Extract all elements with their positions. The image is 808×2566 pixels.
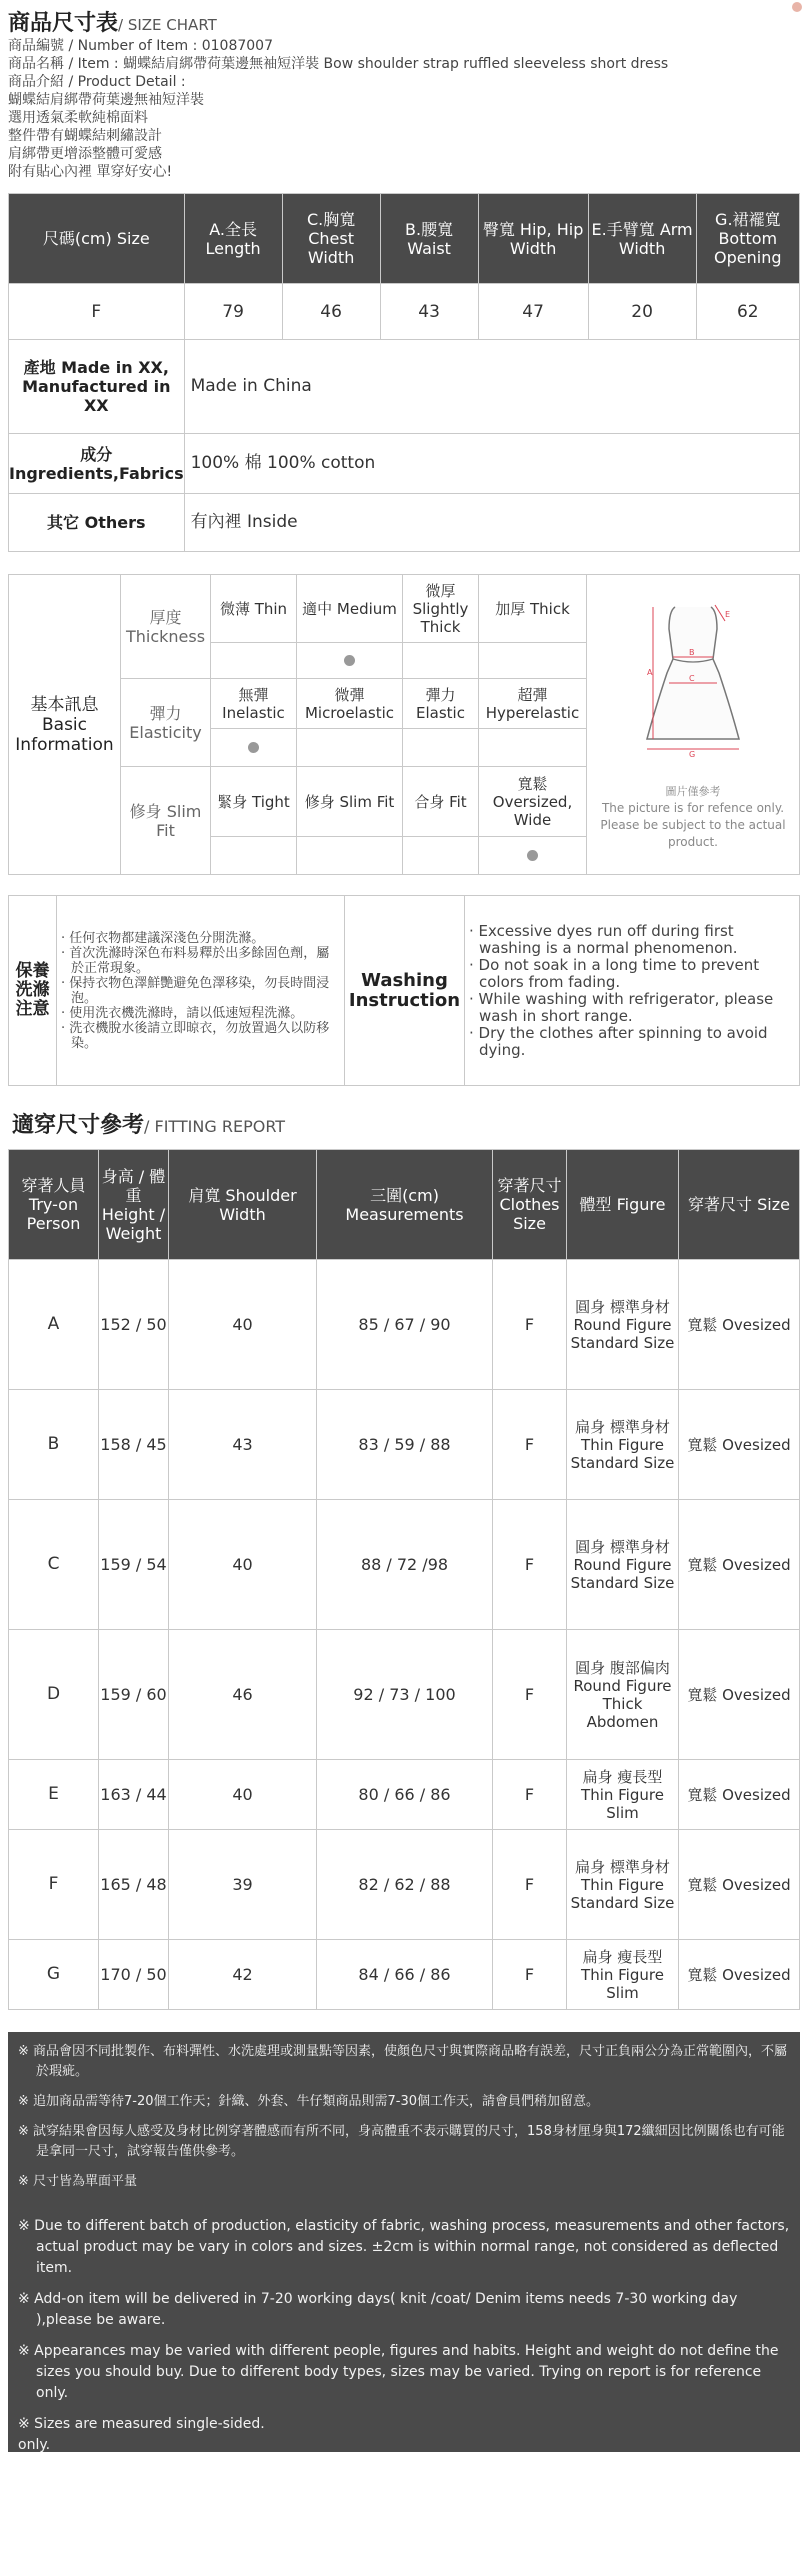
measurements-cell: 82 / 62 / 88: [317, 1830, 493, 1940]
fitting-header-row: [9, 1150, 800, 1260]
elasticity-option: 超彈 Hyperelastic: [479, 679, 587, 729]
size-chart-header-row: [9, 194, 800, 284]
washing-en-item: · Dry the clothes after spinning to avoid dying.: [469, 1023, 768, 1059]
washing-zh-item: · 使用洗衣機洗滌時，請以低速短程洗滌。: [61, 1005, 304, 1021]
person-cell: C: [9, 1500, 99, 1630]
measurements-col-header: 三圍(cm) Measurements: [317, 1150, 493, 1260]
thickness-dot-cell: [479, 643, 587, 679]
fit-size-col-header: 穿著尺寸 Size: [679, 1150, 800, 1260]
dress-diagram-cell: [587, 575, 800, 875]
shoulder-col-header: 肩寬 Shoulder Width: [169, 1150, 317, 1260]
clothes-size-cell: F: [493, 1500, 567, 1630]
elasticity-dot-cell: [403, 729, 479, 767]
table-row: [9, 1260, 800, 1390]
selected-dot-icon: [527, 850, 538, 861]
fitting-title-en: / FITTING REPORT: [144, 1117, 286, 1136]
washing-en-list: [465, 917, 799, 1065]
detail-label: 商品介紹 / Product Detail :: [8, 74, 186, 90]
bottom-cell: 62: [696, 284, 799, 340]
elasticity-label: 彈力 Elasticity: [121, 679, 211, 767]
measurements-cell: 80 / 66 / 86: [317, 1760, 493, 1830]
detail-line: 蝴蝶結肩綁帶荷葉邊無袖短洋裝: [8, 92, 204, 108]
fabric-value: 100% 棉 100% cotton: [184, 434, 799, 494]
figure-cell: 圓身 標準身材 Round Figure Standard Size: [567, 1260, 679, 1390]
arm-cell: 20: [588, 284, 696, 340]
washing-en-text: Do not soak in a long time to prevent colors from fading.: [478, 955, 760, 991]
person-col-header: 穿著人員 Try-on Person: [9, 1150, 99, 1260]
origin-value: Made in China: [184, 340, 799, 434]
person-cell: F: [9, 1830, 99, 1940]
picture-note: [587, 783, 799, 851]
note-en: ※ Sizes are measured single-sided.: [18, 2416, 265, 2432]
fit-size-cell: 寬鬆 Ovesized: [679, 1830, 800, 1940]
fit-size-cell: 寬鬆 Ovesized: [679, 1760, 800, 1830]
washing-en-text: While washing with refrigerator, please wash in short range.: [478, 989, 774, 1025]
svg-text:C: C: [689, 673, 695, 683]
hip-col-header: 臀寬 Hip, Hip Width: [478, 194, 588, 284]
thickness-dot-cell: [297, 643, 403, 679]
washing-zh-text: 洗衣機脫水後請立即晾衣，勿放置過久以防移染。: [69, 1020, 330, 1051]
thickness-dot-cell: [211, 643, 297, 679]
person-cell: B: [9, 1390, 99, 1500]
detail-line: 選用透氣柔軟純棉面料: [8, 110, 148, 126]
fit-dot-cell: [403, 837, 479, 875]
dress-diagram-icon: [633, 599, 753, 779]
measurements-cell: 83 / 59 / 88: [317, 1390, 493, 1500]
figure-cell: 扁身 標準身材 Thin Figure Standard Size: [567, 1830, 679, 1940]
origin-label: 產地 Made in XX, Manufactured in XX: [9, 340, 185, 434]
shoulder-cell: 43: [169, 1390, 317, 1500]
fit-size-cell: 寬鬆 Ovesized: [679, 1500, 800, 1630]
person-cell: A: [9, 1260, 99, 1390]
elasticity-dot-cell: [211, 729, 297, 767]
notes-separator: [18, 2202, 790, 2216]
clothes-size-cell: F: [493, 1260, 567, 1390]
washing-zh-text: 首次洗滌時深色布料易釋於出多餘固色劑，屬於正常現象。: [69, 945, 330, 976]
chest-cell: 46: [282, 284, 380, 340]
svg-text:G: G: [689, 749, 696, 759]
figure-cell: 圓身 標準身材 Round Figure Standard Size: [567, 1500, 679, 1630]
title-zh: 商品尺寸表: [8, 11, 119, 36]
figure-col-header: 體型 Figure: [567, 1150, 679, 1260]
elasticity-option: 彈力 Elastic: [403, 679, 479, 729]
measurements-cell: 92 / 73 / 100: [317, 1630, 493, 1760]
washing-en-item: · While washing with refrigerator, please wash in short range.: [469, 989, 774, 1025]
chest-col-header: C.胸寬 Chest Width: [282, 194, 380, 284]
washing-zh-text: 使用洗衣機洗滌時，請以低速短程洗滌。: [69, 1005, 304, 1021]
thickness-options-row: [9, 575, 800, 643]
washing-en-cell: [465, 896, 800, 1086]
fabric-row: [9, 434, 800, 494]
clothes-size-cell: F: [493, 1760, 567, 1830]
clothes-size-cell: F: [493, 1940, 567, 2010]
item-number: 商品編號 / Number of Item : 01087007: [8, 38, 273, 54]
thickness-option: 適中 Medium: [297, 575, 403, 643]
figure-cell: 扁身 標準身材 Thin Figure Standard Size: [567, 1390, 679, 1500]
title-en: / SIZE CHART: [118, 16, 217, 34]
fit-option: 合身 Fit: [403, 767, 479, 837]
size-row: [9, 284, 800, 340]
fit-size-cell: 寬鬆 Ovesized: [679, 1260, 800, 1390]
table-row: [9, 1630, 800, 1760]
length-col-header: A.全長 Length: [184, 194, 282, 284]
washing-zh-text: 保持衣物色澤鮮艷避免色澤移染，勿長時間浸泡。: [69, 975, 330, 1006]
fit-size-cell: 寬鬆 Ovesized: [679, 1940, 800, 2010]
svg-text:A: A: [647, 667, 653, 677]
note-en: ※ Add-on item will be delivered in 7-20 working days( knit /coat/ Denim items needs 7-30 working day ),please be aware.: [18, 2291, 738, 2328]
washing-zh-item: · 洗衣機脫水後請立即晾衣，勿放置過久以防移染。: [61, 1020, 330, 1051]
washing-row: [9, 896, 800, 1086]
fit-option: 修身 Slim Fit: [297, 767, 403, 837]
others-value: 有內裡 Inside: [184, 494, 799, 552]
fit-dot-cell: [211, 837, 297, 875]
picture-note-en: The picture is for refence only. Please be subject to the actual product.: [600, 800, 786, 849]
table-row: [9, 1940, 800, 2010]
shoulder-cell: 42: [169, 1940, 317, 2010]
others-label: 其它 Others: [9, 494, 185, 552]
washing-table: [8, 895, 800, 1086]
thickness-dot-cell: [403, 643, 479, 679]
hw-cell: 159 / 54: [99, 1500, 169, 1630]
fit-option: 寬鬆 Oversized, Wide: [479, 767, 587, 837]
hw-cell: 159 / 60: [99, 1630, 169, 1760]
fit-dot-cell: [479, 837, 587, 875]
fitting-table: [8, 1149, 800, 2010]
washing-zh-item: · 任何衣物都建議深淺色分開洗滌。: [61, 930, 265, 946]
fit-label: 修身 Slim Fit: [121, 767, 211, 875]
measurements-cell: 88 / 72 /98: [317, 1500, 493, 1630]
table-row: [9, 1500, 800, 1630]
basic-info-table: [8, 574, 800, 875]
clothes-size-cell: F: [493, 1390, 567, 1500]
svg-text:B: B: [689, 647, 695, 657]
fitting-title-zh: 適穿尺寸參考: [12, 1113, 145, 1138]
thickness-option: 微薄 Thin: [211, 575, 297, 643]
table-row: [9, 1390, 800, 1500]
hw-cell: 152 / 50: [99, 1260, 169, 1390]
detail-line: 整件帶有蝴蝶結刺繡設計: [8, 128, 162, 144]
clothes-size-cell: F: [493, 1830, 567, 1940]
washing-en-text: Excessive dyes run off during first washing is a normal phenomenon.: [478, 921, 738, 957]
fit-size-cell: 寬鬆 Ovesized: [679, 1630, 800, 1760]
note-en: only.: [18, 2437, 51, 2452]
person-cell: D: [9, 1630, 99, 1760]
thickness-option: 加厚 Thick: [479, 575, 587, 643]
shoulder-cell: 39: [169, 1830, 317, 1940]
washing-label-en: Washing Instruction: [345, 896, 465, 1086]
elasticity-option: 無彈 Inelastic: [211, 679, 297, 729]
washing-zh-item: · 保持衣物色澤鮮艷避免色澤移染，勿長時間浸泡。: [61, 975, 330, 1006]
fabric-label: 成分 Ingredients,Fabrics: [9, 434, 185, 494]
clothes-size-col-header: 穿著尺寸 Clothes Size: [493, 1150, 567, 1260]
corner-dot-icon: [792, 2, 802, 12]
hw-cell: 170 / 50: [99, 1940, 169, 2010]
shoulder-cell: 40: [169, 1500, 317, 1630]
size-col-header: 尺碼(cm) Size: [9, 194, 185, 284]
washing-label-zh: 保養洗滌注意: [9, 896, 57, 1086]
washing-zh-cell: [57, 896, 345, 1086]
table-row: [9, 1830, 800, 1940]
origin-row: [9, 340, 800, 434]
size-cell: F: [9, 284, 185, 340]
measurements-cell: 84 / 66 / 86: [317, 1940, 493, 2010]
arm-col-header: E.手臂寬 Arm Width: [588, 194, 696, 284]
note-zh: ※ 試穿結果會因每人感受及身材比例穿著體感而有所不同，身高體重不表示購買的尺寸，158身材厘身與172纖細因比例關係也有可能是拿同一尺寸，試穿報告僅供參考。: [18, 2124, 785, 2159]
picture-note-zh: 圖片僅參考: [665, 784, 721, 798]
washing-zh-text: 任何衣物都建議深淺色分開洗滌。: [69, 930, 265, 946]
washing-en-item: · Do not soak in a long time to prevent colors from fading.: [469, 955, 760, 991]
washing-zh-item: · 首次洗滌時深色布料易釋於出多餘固色劑，屬於正常現象。: [61, 945, 330, 976]
elasticity-dot-cell: [297, 729, 403, 767]
detail-line: 肩綁帶更增添整體可愛感: [8, 146, 162, 162]
hw-cell: 158 / 45: [99, 1390, 169, 1500]
fit-size-cell: 寬鬆 Ovesized: [679, 1390, 800, 1500]
table-row: [9, 1760, 800, 1830]
size-chart-table: [8, 193, 800, 552]
selected-dot-icon: [344, 655, 355, 666]
shoulder-cell: 40: [169, 1760, 317, 1830]
detail-line: 附有貼心內裡 單穿好安心!: [8, 164, 173, 180]
svg-text:E: E: [725, 609, 731, 619]
clothes-size-cell: F: [493, 1630, 567, 1760]
others-row: [9, 494, 800, 552]
shoulder-cell: 40: [169, 1260, 317, 1390]
hw-cell: 165 / 48: [99, 1830, 169, 1940]
hw-cell: 163 / 44: [99, 1760, 169, 1830]
note-en: ※ Due to different batch of production, elasticity of fabric, washing process, measurements and other factors, actual product may be vary in colors and sizes. ±2cm is within normal range, not considered as deflected item.: [18, 2218, 790, 2276]
elasticity-option: 微彈 Microelastic: [297, 679, 403, 729]
fit-dot-cell: [297, 837, 403, 875]
note-zh: ※ 尺寸皆為單面平量: [18, 2174, 138, 2189]
shoulder-cell: 46: [169, 1630, 317, 1760]
fitting-title: [12, 1108, 800, 1139]
figure-cell: 扁身 瘦長型 Thin Figure Slim: [567, 1940, 679, 2010]
waist-col-header: B.腰寬 Waist: [380, 194, 478, 284]
hw-col-header: 身高 / 體重 Height / Weight: [99, 1150, 169, 1260]
washing-zh-list: [57, 925, 344, 1057]
person-cell: G: [9, 1940, 99, 2010]
note-zh: ※ 商品會因不同批製作、布料彈性、水洗處理或測量點等因素，使顏色尺寸與實際商品略有誤差，尺寸正負兩公分為正常範圍內，不屬於瑕疵。: [18, 2044, 788, 2079]
bottom-col-header: G.裙襬寬 Bottom Opening: [696, 194, 799, 284]
notes-panel: [8, 2032, 800, 2452]
thickness-option: 微厚 Slightly Thick: [403, 575, 479, 643]
waist-cell: 43: [380, 284, 478, 340]
figure-cell: 圓身 腹部偏肉 Round Figure Thick Abdomen: [567, 1630, 679, 1760]
person-cell: E: [9, 1760, 99, 1830]
fit-option: 緊身 Tight: [211, 767, 297, 837]
item-name: 商品名稱 / Item : 蝴蝶結肩綁帶荷葉邊無袖短洋裝 Bow shoulder strap ruffled sleeveless short dress: [8, 56, 669, 72]
basic-info-title: 基本訊息 Basic Information: [9, 575, 121, 875]
note-en: ※ Appearances may be varied with different people, figures and habits. Height and weight do not define the sizes you should buy. Due to different body types, sizes may be varied. Trying on report is for reference only.: [18, 2343, 779, 2401]
selected-dot-icon: [248, 742, 259, 753]
hip-cell: 47: [478, 284, 588, 340]
note-zh: ※ 追加商品需等待7-20個工作天；針織、外套、牛仔類商品則需7-30個工作天，請會員們稍加留意。: [18, 2094, 600, 2109]
length-cell: 79: [184, 284, 282, 340]
elasticity-dot-cell: [479, 729, 587, 767]
thickness-label: 厚度 Thickness: [121, 575, 211, 679]
header: [0, 0, 808, 181]
figure-cell: 扁身 瘦長型 Thin Figure Slim: [567, 1760, 679, 1830]
washing-en-item: · Excessive dyes run off during first washing is a normal phenomenon.: [469, 921, 738, 957]
washing-en-text: Dry the clothes after spinning to avoid dying.: [478, 1023, 768, 1059]
page-title: [8, 6, 800, 37]
measurements-cell: 85 / 67 / 90: [317, 1260, 493, 1390]
